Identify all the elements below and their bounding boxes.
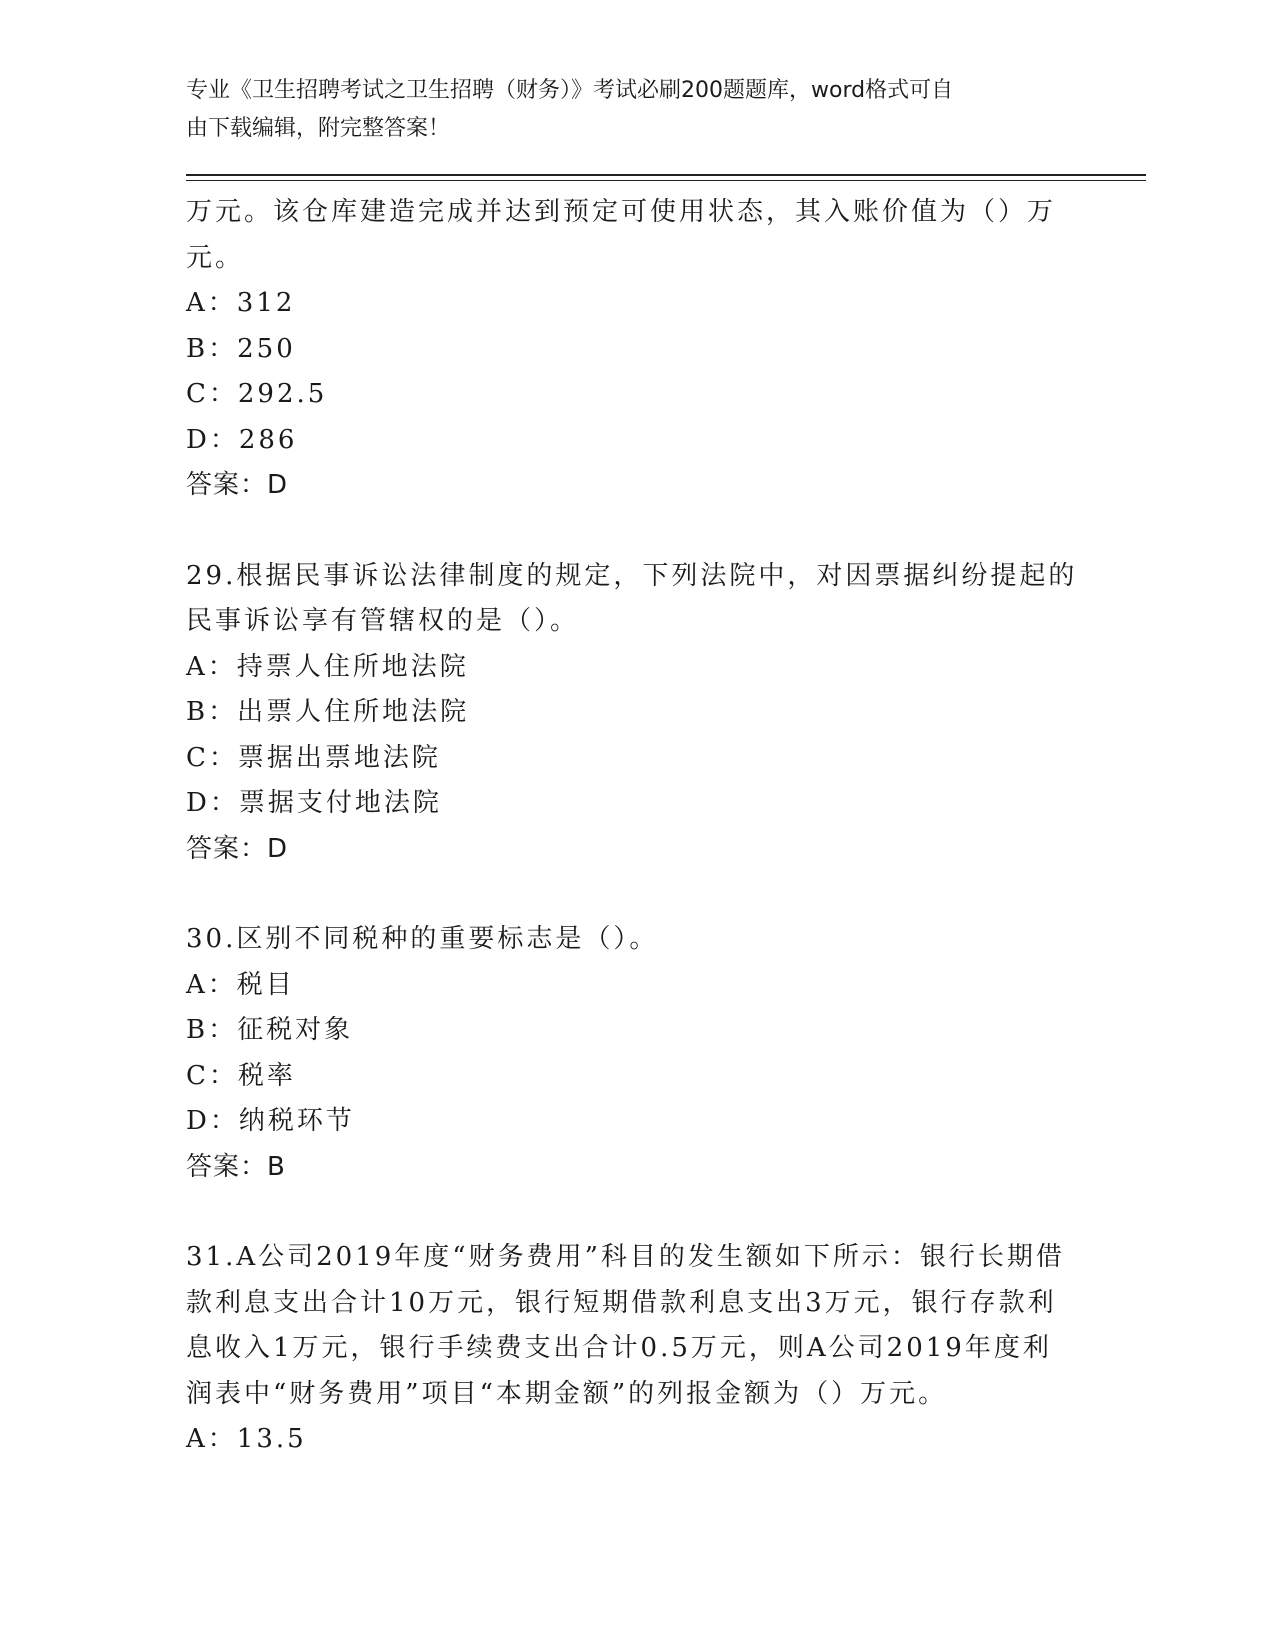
option-c: C：税率 [186, 1060, 296, 1091]
question-30 [186, 917, 1086, 1190]
question-stem-line: 万元。该仓库建造完成并达到预定可使用状态，其入账价值为（）万 [186, 197, 1057, 227]
option-c: C：292.5 [186, 379, 328, 409]
spacer [186, 872, 1086, 917]
spacer [186, 509, 1086, 554]
header-divider-thick [186, 174, 1146, 176]
header-divider-thin [186, 180, 1146, 181]
option-a: A：税目 [186, 969, 295, 1000]
question-stem-line: 29.根据民事诉讼法律制度的规定，下列法院中，对因票据纠纷提起的 [186, 560, 1078, 591]
question-stem-line: 息收入1万元，银行手续费支出合计0.5万元，则A公司2019年度利 [186, 1333, 1052, 1363]
option-a: A：持票人住所地法院 [186, 651, 469, 682]
answer-line: 答案：D [186, 470, 289, 500]
question-stem-line: 款利息支出合计10万元，银行短期借款利息支出3万元，银行存款利 [186, 1287, 1057, 1318]
page-header [186, 72, 1066, 148]
option-b: B：征税对象 [186, 1015, 354, 1045]
option-d: D：票据支付地法院 [186, 788, 442, 818]
option-a: A：13.5 [186, 1424, 307, 1454]
option-b: B：出票人住所地法院 [186, 697, 470, 727]
answer-line: 答案：D [186, 833, 289, 864]
question-stem-line: 民事诉讼享有管辖权的是（）。 [186, 606, 580, 636]
question-28 [186, 190, 1086, 509]
spacer [186, 1190, 1086, 1235]
question-content [186, 190, 1086, 1463]
header-line-1: 专业《卫生招聘考试之卫生招聘（财务）》考试必刷200题题库，word格式可自 [186, 78, 954, 103]
option-d: D：286 [186, 424, 298, 455]
question-stem-line: 31.A公司2019年度“财务费用”科目的发生额如下所示：银行长期借 [186, 1242, 1065, 1272]
option-c: C：票据出票地法院 [186, 742, 441, 773]
answer-line: 答案：B [186, 1151, 286, 1182]
question-stem-line: 元。 [186, 242, 245, 273]
option-d: D：纳税环节 [186, 1106, 355, 1136]
option-b: B：250 [186, 333, 296, 364]
question-29 [186, 554, 1086, 873]
header-line-2: 由下载编辑，附完整答案！ [186, 116, 451, 141]
question-stem-line: 润表中“财务费用”项目“本期金额”的列报金额为（）万元。 [186, 1378, 948, 1409]
question-stem-line: 30.区别不同税种的重要标志是（）。 [186, 924, 659, 954]
option-a: A：312 [186, 288, 296, 318]
question-31 [186, 1235, 1086, 1463]
